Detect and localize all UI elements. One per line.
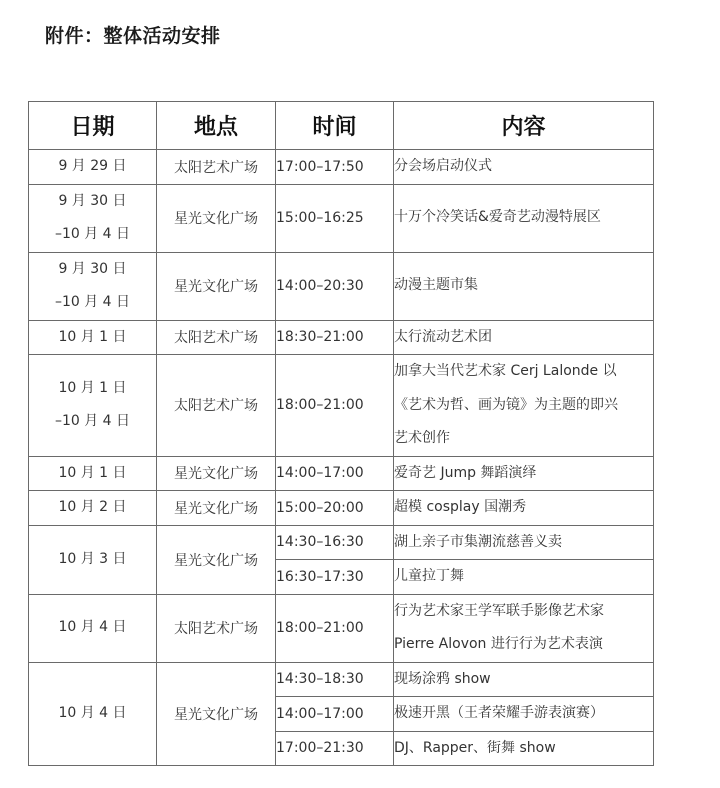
table-row [29,594,654,662]
table-row [29,355,654,457]
time-cell: 14:00–17:00 [276,456,394,491]
content-cell [394,731,654,766]
date-text: 10 月 3 日 [58,550,127,567]
content-text: 现场涂鸦 show [394,670,491,687]
place-cell: 星光文化广场 [157,491,276,526]
table-row [29,252,654,320]
date-cell [29,491,157,526]
content-cell [394,594,654,662]
time-cell: 14:00–17:00 [276,697,394,732]
content-cell [394,491,654,526]
content-cell [394,662,654,697]
table-row [29,184,654,252]
date-text: –10 月 4 日 [54,294,131,310]
content-text: 行为艺术家王学军联手影像艺术家 [394,602,604,619]
header-row [29,102,654,150]
time-cell: 14:00–20:30 [276,252,394,320]
place-cell: 星光文化广场 [157,456,276,491]
content-cell [394,252,654,320]
time-cell: 18:00–21:00 [276,594,394,662]
table-row [29,456,654,491]
date-text: 9 月 30 日 [58,260,127,277]
place-cell: 星光文化广场 [157,252,276,320]
date-cell [29,594,157,662]
table-row [29,320,654,355]
date-text: 10 月 1 日 [58,328,127,345]
content-cell [394,525,654,560]
date-text: –10 月 4 日 [54,413,131,430]
place-cell: 太阳艺术广场 [157,320,276,355]
date-cell [29,355,157,457]
time-cell: 17:00–21:30 [276,731,394,766]
date-cell [29,252,157,320]
content-text: 加拿大当代艺术家 Cerj Lalonde 以 [394,363,617,379]
header-content: 内容 [394,102,654,150]
date-cell [29,662,157,766]
content-cell [394,320,654,355]
time-cell: 18:30–21:00 [276,320,394,355]
date-text: 9 月 29 日 [58,158,127,174]
schedule-table [28,101,654,766]
content-cell [394,560,654,595]
date-text: 10 月 1 日 [58,464,127,481]
date-text: 10 月 2 日 [58,499,127,515]
content-text: 爱奇艺 Jump 舞蹈演绎 [394,464,537,481]
date-cell [29,525,157,594]
content-text: 十万个冷笑话&爱奇艺动漫特展区 [394,209,601,226]
content-cell [394,456,654,491]
content-cell [394,184,654,252]
date-text: 9 月 30 日 [58,192,127,209]
header-time: 时间 [276,102,394,150]
time-cell: 18:00–21:00 [276,355,394,457]
content-text: DJ、Rapper、街舞 show [394,739,556,756]
content-text: 湖上亲子市集潮流慈善义卖 [394,533,562,550]
date-text: 10 月 4 日 [58,705,127,721]
date-cell [29,320,157,355]
date-text: –10 月 4 日 [54,226,131,242]
time-cell: 15:00–16:25 [276,184,394,252]
date-cell [29,150,157,185]
place-cell: 星光文化广场 [157,525,276,594]
time-cell: 16:30–17:30 [276,560,394,595]
content-text: 艺术创作 [394,430,450,446]
time-cell: 14:30–18:30 [276,662,394,697]
date-cell [29,456,157,491]
table-row [29,525,654,560]
time-cell: 17:00–17:50 [276,150,394,185]
date-text: 10 月 1 日 [58,379,127,396]
table-row [29,150,654,185]
place-cell: 星光文化广场 [157,662,276,766]
place-cell: 太阳艺术广场 [157,150,276,185]
time-cell: 14:30–16:30 [276,525,394,560]
place-cell: 星光文化广场 [157,184,276,252]
place-cell: 太阳艺术广场 [157,355,276,457]
time-cell: 15:00–20:00 [276,491,394,526]
date-cell [29,184,157,252]
place-cell: 太阳艺术广场 [157,594,276,662]
content-cell [394,697,654,732]
content-text: 极速开黑（王者荣耀手游表演赛） [394,705,604,721]
content-text: 超模 cosplay 国潮秀 [394,499,527,515]
content-text: Pierre Alovon 进行行为艺术表演 [394,636,603,652]
table-row [29,662,654,697]
content-text: 太行流动艺术团 [394,328,492,345]
content-text: 动漫主题市集 [394,277,478,294]
content-text: 《艺术为哲、画为镜》为主题的即兴 [394,396,618,413]
header-date: 日期 [29,102,157,150]
content-text: 分会场启动仪式 [394,158,492,174]
page-title: 附件：整体活动安排 [45,25,221,47]
content-text: 儿童拉丁舞 [394,568,464,584]
content-cell [394,150,654,185]
date-text: 10 月 4 日 [58,619,127,636]
content-cell [394,355,654,457]
header-place: 地点 [157,102,276,150]
table-row [29,491,654,526]
